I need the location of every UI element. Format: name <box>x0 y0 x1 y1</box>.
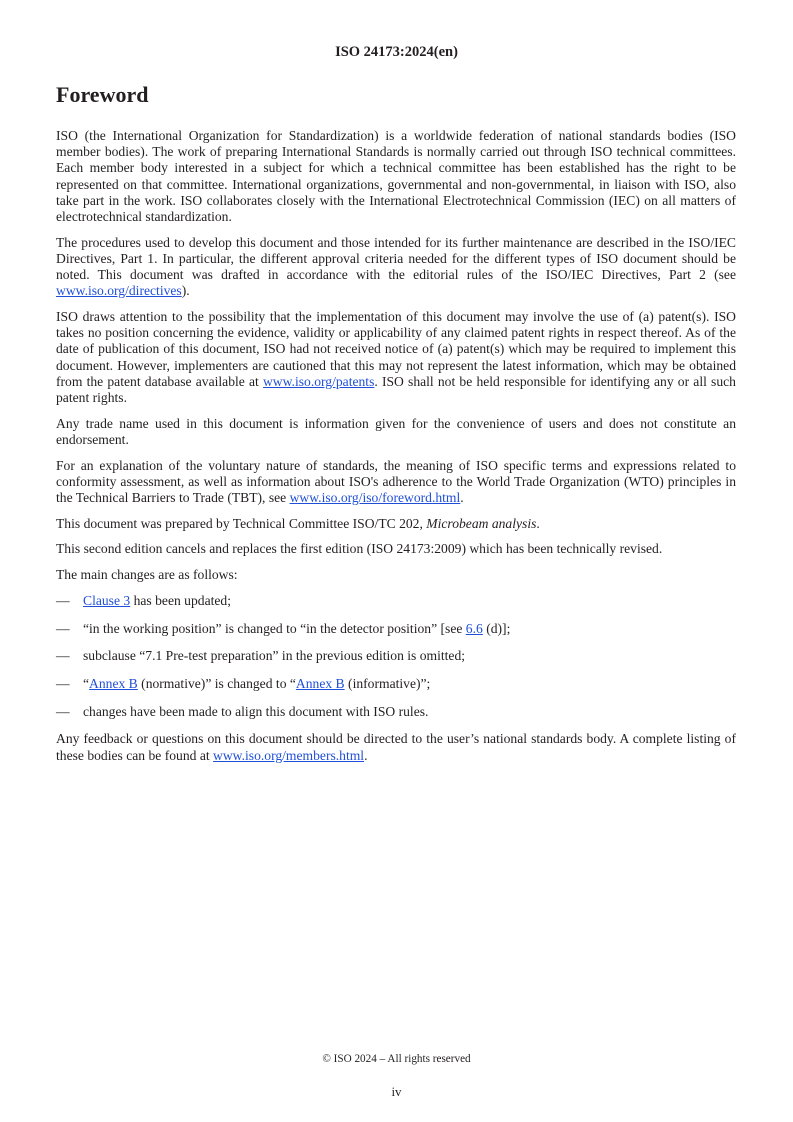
link-patents[interactable]: www.iso.org/patents <box>262 373 375 389</box>
committee-name: Microbeam analysis <box>426 515 537 531</box>
paragraph-feedback: Any feedback or questions on this document should be directed to the user’s national standards body. A complete listing of these bodies can be found at www.iso.org/members.html. <box>56 731 736 763</box>
link-directives[interactable]: www.iso.org/directives <box>56 283 182 299</box>
copyright-footer: © ISO 2024 – All rights reserved <box>322 1053 471 1065</box>
dash-bullet: — <box>56 620 70 636</box>
paragraph-committee: This document was prepared by Technical Committee ISO/TC 202, Microbeam analysis. <box>56 515 540 531</box>
foreword-body <box>56 128 736 773</box>
list-item: — Clause 3 has been updated; <box>56 592 231 608</box>
list-item: — subclause “7.1 Pre-test preparation” in the previous edition is omitted; <box>56 648 466 664</box>
link-members[interactable]: www.iso.org/members.html <box>213 747 365 763</box>
paragraph-edition: This second edition cancels and replaces the first edition (ISO 24173:2009) which has been technically revised. <box>56 541 663 557</box>
paragraph-procedures: The procedures used to develop this document and those intended for its further maintenance are described in the ISO/IEC Directives, Part 1. In particular, the different approval criteria needed for the different types of ISO document should be noted. This document was drafted in accordance with the editorial rules of the ISO/IEC Directives, Part 2 (see www.iso.org/directives). <box>56 234 736 299</box>
dash-bullet: — <box>56 675 70 691</box>
link-annex-b-informative[interactable]: Annex B <box>295 675 345 691</box>
dash-bullet: — <box>56 648 70 664</box>
changes-list <box>56 593 736 720</box>
paragraph-voluntary-nature: For an explanation of the voluntary nature of standards, the meaning of ISO specific terms and expressions related to conformity assessment, as well as information about ISO's adherence to the World Trade Organization (WTO) principles in the Technical Barriers to Trade (TBT), see www.iso.org/iso/foreword.html. <box>56 457 736 506</box>
dash-bullet: — <box>56 592 70 608</box>
link-annex-b-normative[interactable]: Annex B <box>89 675 138 691</box>
list-item: — “Annex B (normative)” is changed to “Annex B (informative)”; <box>56 675 431 691</box>
paragraph-trade-name: Any trade name used in this document is information given for the convenience of users and does not constitute an endorsement. <box>56 415 736 447</box>
page-title: Foreword <box>56 82 149 107</box>
link-6-6[interactable]: 6.6 <box>465 620 483 636</box>
link-clause-3[interactable]: Clause 3 <box>83 592 131 608</box>
paragraph-main-changes: The main changes are as follows: <box>56 567 238 583</box>
list-item: — “in the working position” is changed to “in the detector position” [see 6.6 (d)]; <box>56 620 511 636</box>
link-foreword[interactable]: www.iso.org/iso/foreword.html <box>289 490 461 506</box>
list-item: — changes have been made to align this document with ISO rules. <box>56 703 429 719</box>
paragraph-iso-intro: ISO (the International Organization for Standardization) is a worldwide federation of national standards bodies (ISO member bodies). The work of preparing International Standards is normally carried out through ISO technical committees. Each member body interested in a subject for which a technical committee has been established has the right to be represented on that committee. International organizations, governmental and non-governmental, in liaison with ISO, also take part in the work. ISO collaborates closely with the International Electrotechnical Commission (IEC) on all matters of electrotechnical standardization. <box>56 128 736 225</box>
page-number: iv <box>391 1084 402 1099</box>
paragraph-patents: ISO draws attention to the possibility that the implementation of this document may involve the use of (a) patent(s). ISO takes no position concerning the evidence, validity or applicability of any claimed patent rights in respect thereof. As of the date of publication of this document, ISO had not received notice of (a) patent(s) which may be required to implement this document. However, implementers are cautioned that this may not represent the latest information, which may be obtained from the patent database available at www.iso.org/patents. ISO shall not be held responsible for identifying any or all such patent rights. <box>56 309 736 406</box>
dash-bullet: — <box>56 703 70 719</box>
document-header: ISO 24173:2024(en) <box>335 44 458 60</box>
